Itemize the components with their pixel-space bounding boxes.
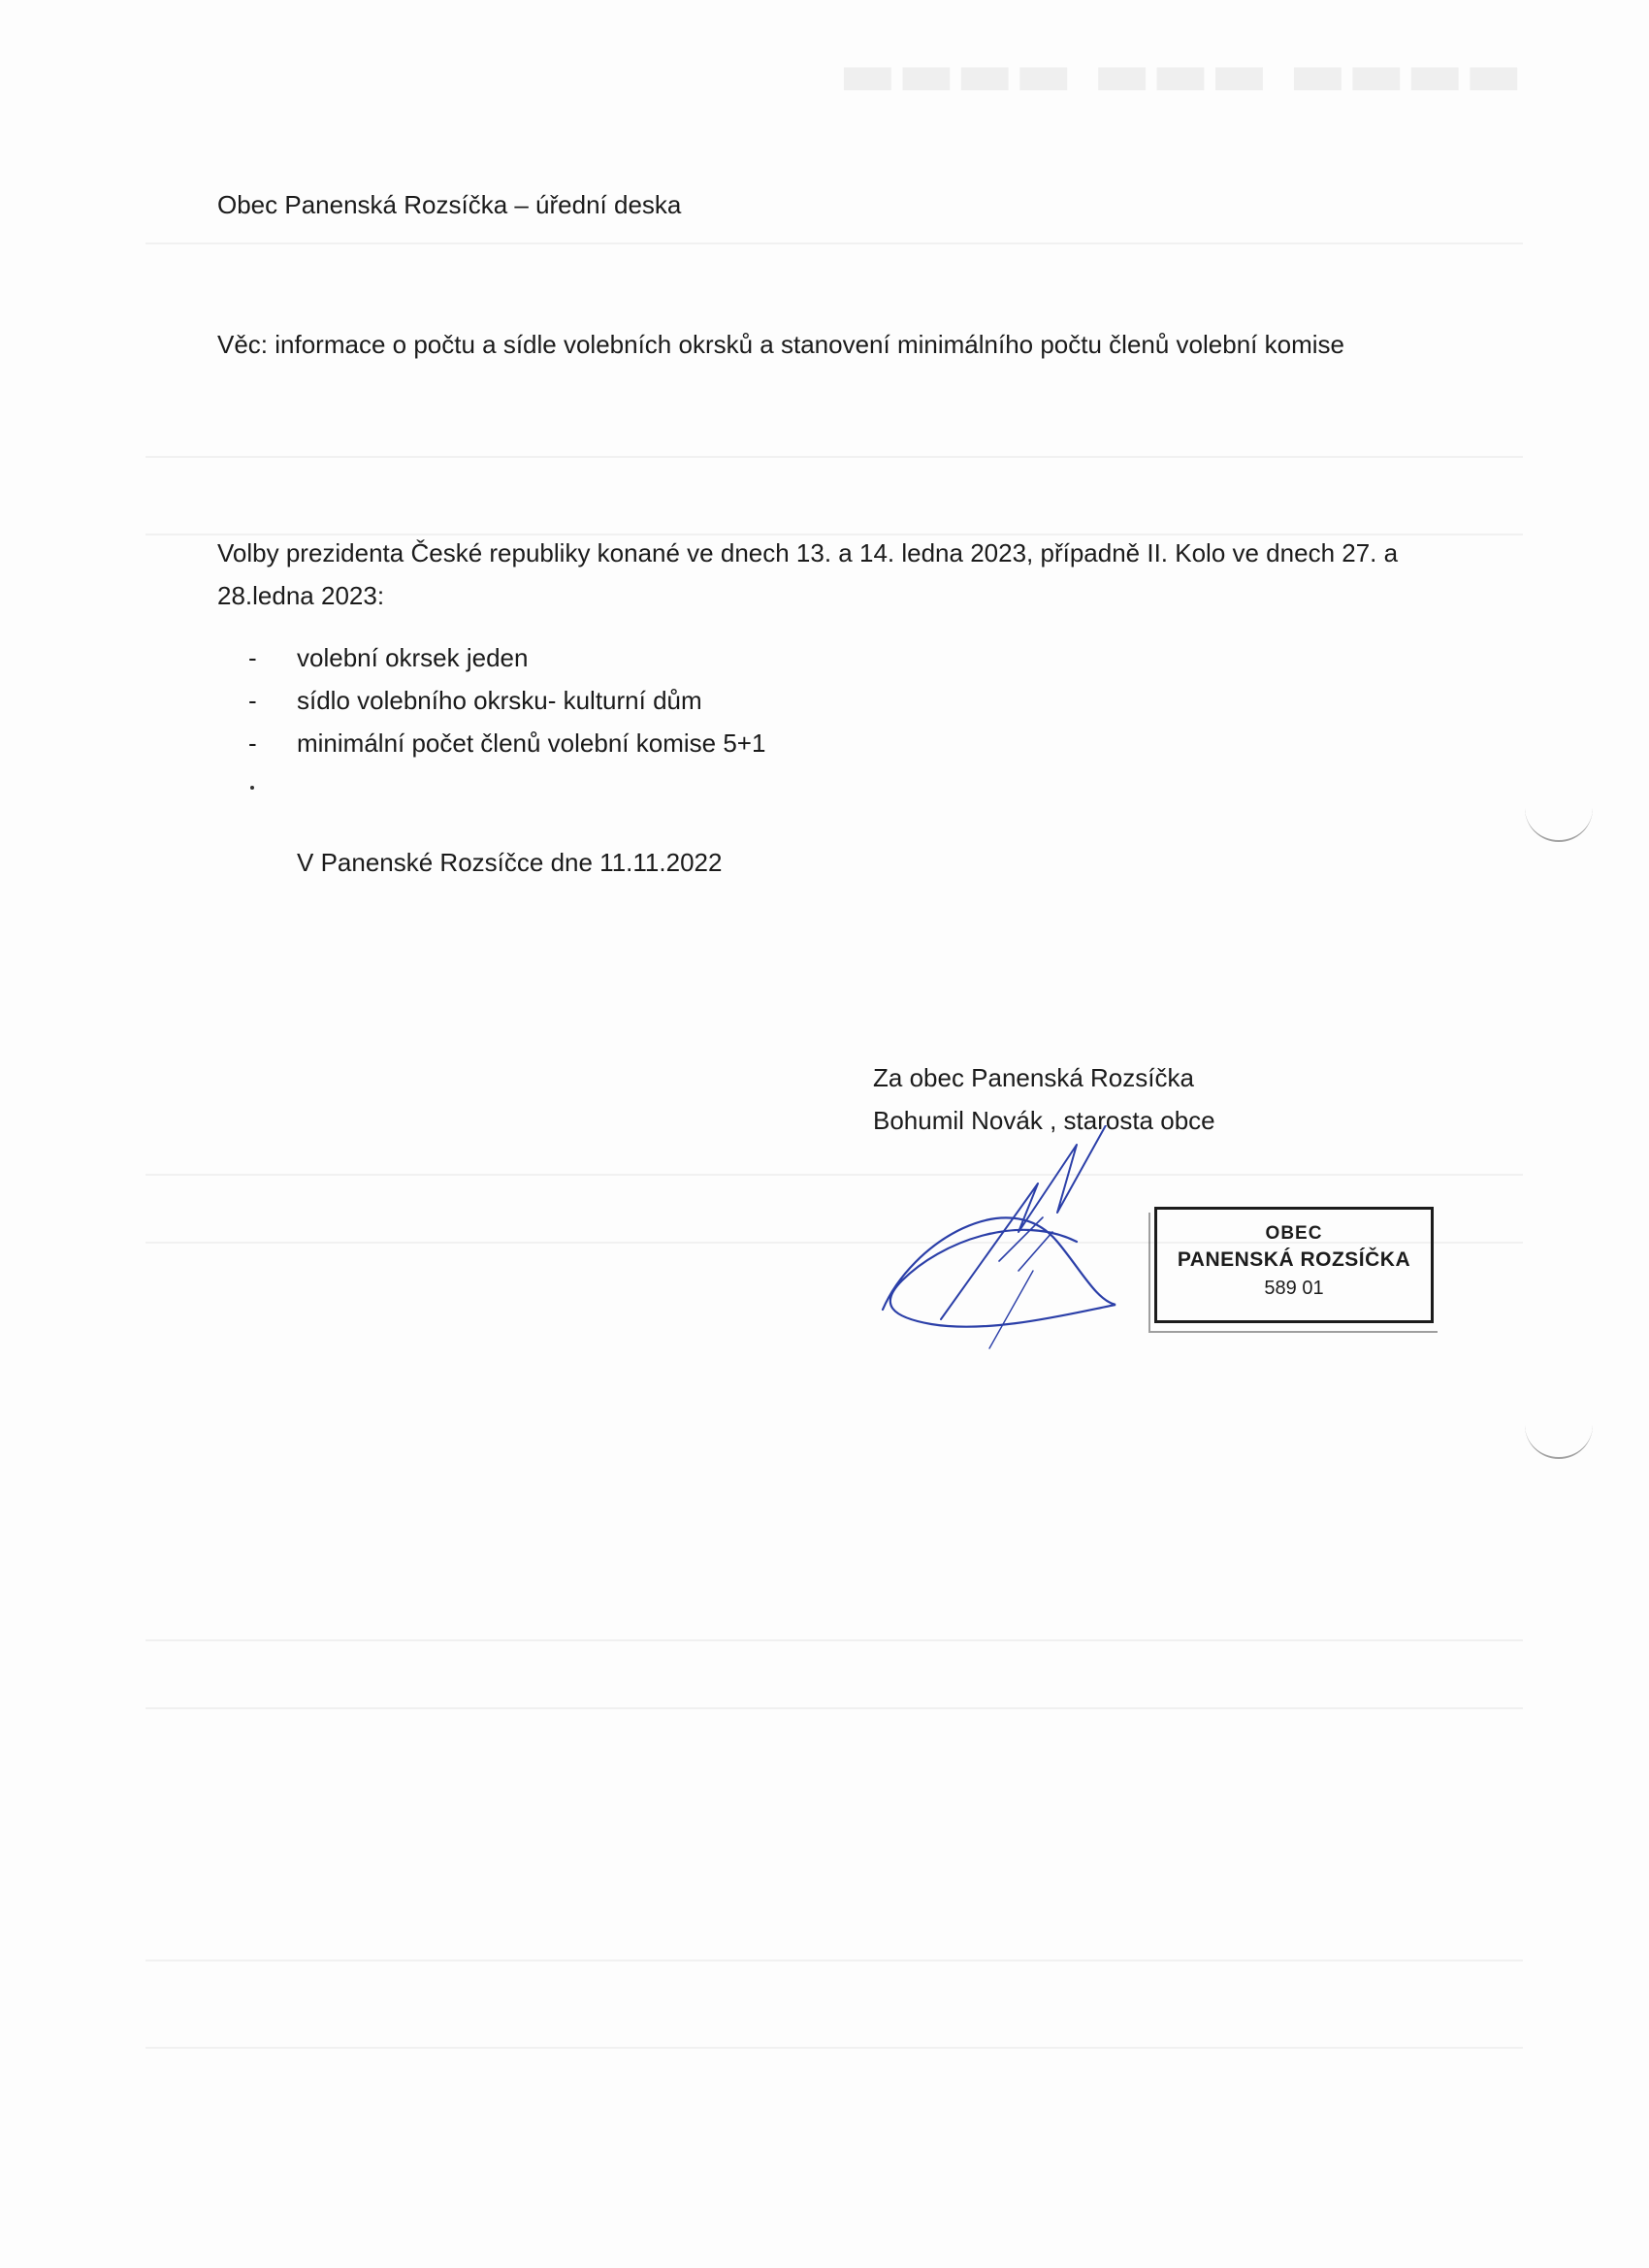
list-item-text: minimální počet členů volební komise 5+1 bbox=[297, 729, 766, 758]
notice-board-header: Obec Panenská Rozsíčka – úřední deska bbox=[217, 190, 682, 219]
signatory-name-title: Bohumil Novák , starosta obce bbox=[873, 1106, 1215, 1135]
punch-hole-mark bbox=[1525, 1418, 1593, 1459]
list-dash: - bbox=[248, 643, 257, 672]
stamp-line-3: 589 01 bbox=[1264, 1278, 1324, 1299]
place-and-date: V Panenské Rozsíčce dne 11.11.2022 bbox=[297, 848, 723, 877]
list-dash: - bbox=[248, 686, 257, 715]
precinct-info-list bbox=[248, 636, 765, 764]
bleed-through-title-shape: ▬▬▬▬ ▬▬▬ ▬▬▬▬ bbox=[838, 39, 1523, 111]
punch-hole-mark bbox=[1525, 801, 1593, 842]
list-item-precinct-seat bbox=[248, 679, 765, 722]
stray-bullet-dot bbox=[250, 786, 254, 790]
signatory-organization: Za obec Panenská Rozsíčka bbox=[873, 1063, 1194, 1092]
subject-line: Věc: informace o počtu a sídle volebních okrsků a stanovení minimálního počtu členů volební komise bbox=[217, 330, 1344, 359]
list-dash: - bbox=[248, 729, 257, 758]
municipal-stamp bbox=[1154, 1207, 1434, 1323]
list-item-text: sídlo volebního okrsku- kulturní dům bbox=[297, 686, 702, 715]
election-info-paragraph: Volby prezidenta České republiky konané ve dnech 13. a 14. ledna 2023, případně II. Kolo ve dnech 27. a 28.ledna 2023: bbox=[217, 538, 1399, 610]
list-item-precinct-count bbox=[248, 636, 765, 679]
stamp-line-1: OBEC bbox=[1265, 1223, 1323, 1244]
stamp-line-2: PANENSKÁ ROZSÍČKA bbox=[1177, 1248, 1411, 1271]
handwritten-signature bbox=[873, 1125, 1183, 1358]
list-item-text: volební okrsek jeden bbox=[297, 643, 529, 672]
list-item-committee-minimum bbox=[248, 722, 765, 764]
